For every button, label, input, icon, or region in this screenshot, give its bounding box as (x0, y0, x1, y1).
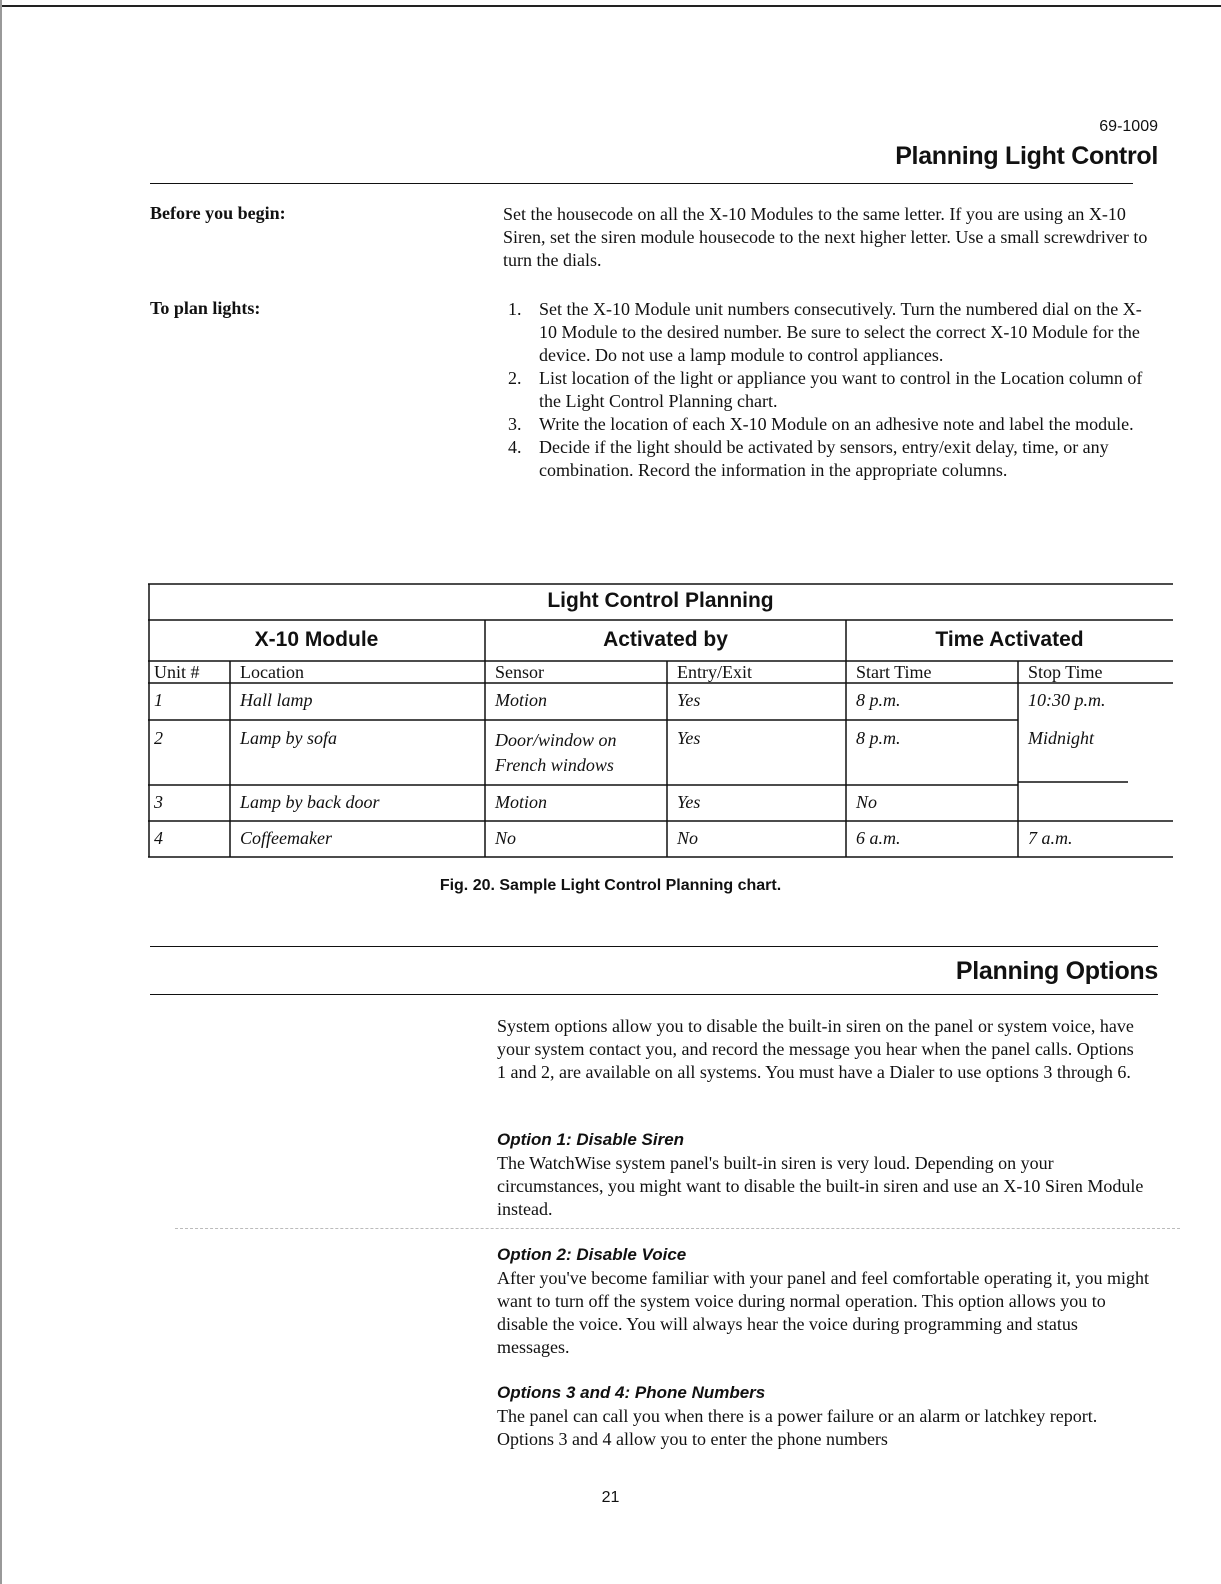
table-cell-sensor: Door/window on French windows (495, 730, 617, 775)
table-cell-sensor: Motion (495, 690, 547, 710)
step-number: 1. (508, 299, 522, 319)
step-number: 3. (508, 414, 522, 434)
option-text: The WatchWise system panel's built-in siren is very loud. Depending on your circumstances, you might want to disable the built-in siren and use an X-10 Siren Module instead. (497, 1153, 1144, 1219)
left-scan-edge (0, 0, 2, 1584)
plan-step (508, 298, 1158, 367)
column-header-stop-time: Stop Time (1028, 662, 1103, 682)
table-cell-sensor: No (495, 828, 517, 848)
figure-caption: Fig. 20. Sample Light Control Planning chart. (439, 877, 782, 894)
table-cell-unit: 2 (154, 728, 163, 748)
option-text: After you've become familiar with your panel and feel comfortable operating it, you might want to turn off the system voice during normal operation. This option allows you to disable the voice. You will always hear the voice during programming and status messages. (497, 1268, 1150, 1357)
table-cell-start-time: 6 a.m. (856, 828, 901, 848)
table-cell-start-time: 8 p.m. (856, 690, 901, 710)
column-header-start-time: Start Time (856, 662, 932, 682)
plan-label: To plan lights: (150, 298, 261, 318)
option-text: The panel can call you when there is a power failure or an alarm or latchkey report. Options 3 and 4 allow you to enter the phone numbers (497, 1406, 1098, 1449)
group-header-x10-module: X-10 Module (254, 628, 379, 651)
table-title: Light Control Planning (547, 589, 774, 612)
table-cell-stop-time: 10:30 p.m. (1028, 690, 1106, 710)
table-cell-location: Lamp by back door (240, 792, 380, 812)
document-number: 69-1009 (1099, 118, 1158, 135)
table-grid (148, 583, 1173, 859)
before-label: Before you begin: (150, 203, 286, 223)
table-cell-unit: 3 (154, 792, 163, 812)
table-cell-start-time: 8 p.m. (856, 728, 901, 748)
plan-steps (508, 298, 1158, 482)
table-cell-entry-exit: Yes (677, 690, 701, 710)
step-text: List location of the light or appliance you want to control in the Location column of the Light Control Planning chart. (539, 368, 1143, 411)
table-cell-location: Coffeemaker (240, 828, 332, 848)
group-header-activated-by: Activated by (603, 628, 728, 651)
section-rule-bottom (150, 994, 1158, 995)
before-text: Set the housecode on all the X-10 Modules to the same letter. If you are using an X-10 Siren, set the siren module housecode to the next higher letter. Use a small screwdriver to turn the dials. (503, 204, 1148, 270)
table-cell-unit: 4 (154, 828, 163, 848)
option-heading: Option 2: Disable Voice (497, 1245, 687, 1264)
plan-step (508, 413, 1158, 436)
step-number: 2. (508, 368, 522, 388)
table-cell-entry-exit: No (677, 828, 699, 848)
table-cell-stop-time: Midnight (1028, 728, 1094, 748)
step-text: Set the X-10 Module unit numbers consecutively. Turn the numbered dial on the X-10 Module to the desired number. Be sure to select the correct X-10 Module for the device. Do not use a lamp module to control appliances. (539, 299, 1142, 365)
column-header-unit: Unit # (154, 662, 200, 682)
section-rule (150, 183, 1133, 184)
top-border (0, 5, 1221, 7)
table-cell-location: Lamp by sofa (240, 728, 338, 748)
table-cell-start-time: No (856, 792, 878, 812)
options-intro: System options allow you to disable the built-in siren on the panel or system voice, have your system contact you, and record the message you hear when the panel calls. Options 1 and 2, are available on all systems. You must have a Dialer to use options 3 through 6. (497, 1016, 1134, 1082)
page-number: 21 (601, 1489, 620, 1506)
light-control-planning-table (148, 583, 1173, 859)
step-text: Write the location of each X-10 Module on an adhesive note and label the module. (539, 414, 1134, 434)
column-header-location: Location (240, 662, 304, 682)
table-cell-stop-time: 7 a.m. (1028, 828, 1073, 848)
table-cell-location: Hall lamp (240, 690, 313, 710)
table-cell-entry-exit: Yes (677, 792, 701, 812)
group-header-time-activated: Time Activated (935, 628, 1084, 651)
step-number: 4. (508, 437, 522, 457)
table-cell-unit: 1 (154, 690, 163, 710)
option-heading: Options 3 and 4: Phone Numbers (497, 1383, 766, 1402)
table-cell-entry-exit: Yes (677, 728, 701, 748)
step-text: Decide if the light should be activated by sensors, entry/exit delay, time, or any combination. Record the information in the appropriate columns. (539, 437, 1109, 480)
scan-artifact-line (175, 1228, 1180, 1230)
section-rule-top (150, 946, 1158, 947)
plan-step (508, 367, 1158, 413)
plan-step (508, 436, 1158, 482)
options-section-title: Planning Options (955, 957, 1158, 985)
section-title: Planning Light Control (895, 142, 1158, 170)
table-cell-sensor: Motion (495, 792, 547, 812)
column-header-sensor: Sensor (495, 662, 544, 682)
option-heading: Option 1: Disable Siren (497, 1130, 685, 1149)
column-header-entry-exit: Entry/Exit (677, 662, 752, 682)
